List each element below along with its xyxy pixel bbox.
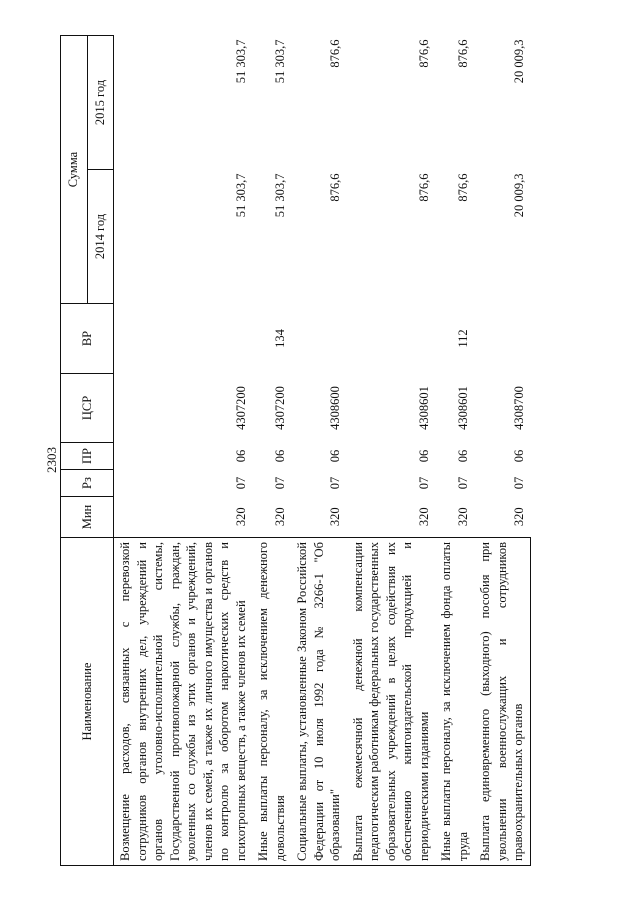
rotated-page-content [60,36,600,866]
table-row [435,36,474,866]
row-min: 320 [511,507,526,527]
header-year-2014: 2014 год [87,170,114,304]
table-header [61,36,114,866]
table-row [291,36,347,866]
row-rz: 07 [233,476,248,490]
row-csr: 4308601 [455,386,470,430]
header-year-2015: 2015 год [87,36,114,170]
header-name: Наименование [61,538,114,866]
row-sum-2015: 51 303,7 [272,39,287,84]
row-min: 320 [233,507,248,527]
row-sum-2015: 876,6 [455,39,470,68]
row-pr: 06 [455,449,470,463]
row-name: Выплата единовременного (выходного) пособия при увольнении военнослужащих и сотрудников правоохранительных органов [474,538,530,866]
row-name: Иные выплаты персоналу, за исключением денежного довольствия [252,538,291,866]
row-rz: 07 [511,476,526,490]
row-name: Социальные выплаты, установленные Законом Российской Федерации от 10 июля 1992 года № 3266-1 "Об образовании" [291,538,347,866]
row-vr: 134 [272,329,287,348]
row-sum-2014: 51 303,7 [272,173,287,218]
table-row [474,36,530,866]
budget-table [60,35,531,866]
header-pr: ПР [61,443,114,470]
row-min: 320 [272,507,287,527]
table-row [347,36,436,866]
header-min: Мин [61,497,114,538]
page-number: 2303 [44,447,59,473]
row-rz: 07 [416,476,431,490]
row-csr: 4308700 [511,386,526,430]
row-min: 320 [455,507,470,527]
row-vr [474,304,530,374]
row-csr: 4307200 [233,386,248,430]
row-name: Иные выплаты персоналу, за исключением фонда оплаты труда [435,538,474,866]
header-rz: Рз [61,470,114,497]
row-sum-2014: 876,6 [416,173,431,202]
row-sum-2015: 876,6 [416,39,431,68]
row-sum-2015: 51 303,7 [233,39,248,84]
row-pr: 06 [233,449,248,463]
row-rz: 07 [328,476,342,490]
row-vr [114,304,253,374]
row-sum-2015: 20 009,3 [511,39,526,84]
row-csr: 4307200 [272,386,287,430]
table-row [252,36,291,866]
row-sum-2014: 876,6 [455,173,470,202]
row-name: Возмещение расходов, связанных с перевозкой сотрудников органов внутренних дел, учреждений и органов уголовно-исполнительной системы, Государственной противопожарной службы, граждан, уволенных со службы из этих органов и учреждений, членов их семей, а также их личного имущества и органов по контролю за оборотом наркотических средств и психотропных веществ, а также членов их семей [114,538,253,866]
table-row [114,36,253,866]
table-body [114,36,531,866]
header-sum: Сумма [61,36,88,304]
row-sum-2014: 20 009,3 [511,173,526,218]
row-csr: 4308601 [416,386,431,430]
row-rz: 07 [272,476,287,490]
row-vr [291,304,347,374]
row-sum-2014: 51 303,7 [233,173,248,218]
row-pr: 06 [328,449,342,463]
row-pr: 06 [272,449,287,463]
row-rz: 07 [455,476,470,490]
row-min: 320 [416,507,431,527]
row-sum-2015: 876,6 [328,39,342,68]
header-vr: ВР [61,304,114,374]
row-pr: 06 [416,449,431,463]
header-csr: ЦСР [61,374,114,443]
row-vr: 112 [455,329,470,348]
row-csr: 4308600 [328,386,342,430]
row-sum-2014: 876,6 [328,173,342,202]
row-name: Выплата ежемесячной денежной компенсации педагогическим работникам федеральных государственных образовательных учреждений в целях содействия их обеспечению книгоиздательской продукцией и периодическими изданиями [347,538,436,866]
row-min: 320 [328,507,342,527]
row-vr [347,304,436,374]
row-pr: 06 [511,449,526,463]
